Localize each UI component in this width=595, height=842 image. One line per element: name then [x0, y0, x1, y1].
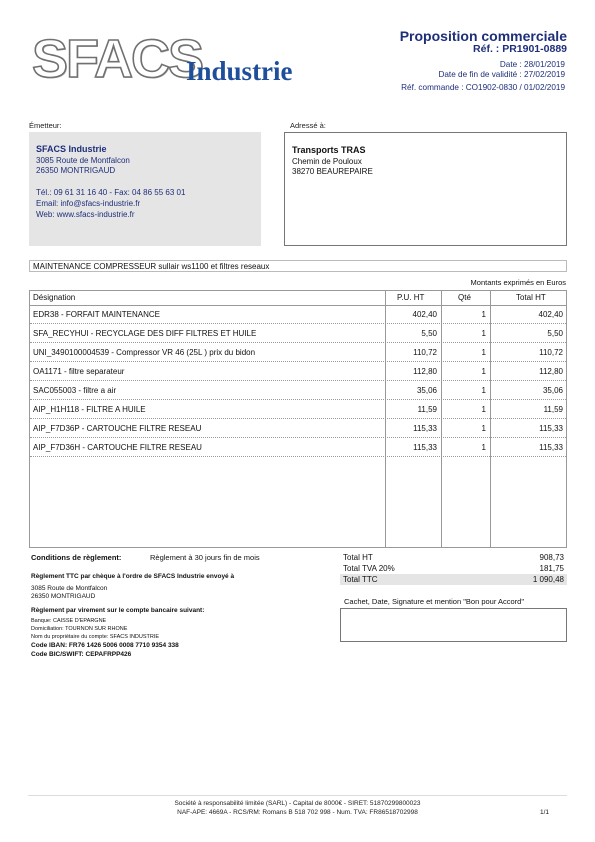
cell-unit-price: 35,06	[416, 386, 437, 395]
sender-label: Émetteur:	[29, 121, 62, 130]
document-date: Date : 28/01/2019	[499, 60, 565, 69]
cheque-address2: 26350 MONTRIGAUD	[31, 593, 96, 600]
document-reference: Réf. : PR1901-0889	[473, 43, 567, 55]
header-unit-price: P.U. HT	[397, 293, 425, 302]
bic-swift: Code BIC/SWIFT: CEPAFRPP426	[31, 651, 132, 658]
subject-line: MAINTENANCE COMPRESSEUR sullair ws1100 et filtres reseaux	[29, 260, 567, 272]
sender-name: SFACS Industrie	[36, 144, 107, 154]
cell-total: 35,06	[542, 386, 563, 395]
sender-phone: Tél.: 09 61 31 16 40 - Fax: 04 86 55 63 01	[36, 188, 186, 197]
total-ht-value: 908,73	[539, 553, 564, 562]
conditions-label: Conditions de règlement:	[31, 553, 122, 562]
header-designation: Désignation	[33, 293, 76, 302]
account-owner: Nom du propriétaire du compte: SFACS INDUSTRIE	[31, 634, 160, 640]
validity-date: Date de fin de validité : 27/02/2019	[438, 70, 565, 79]
cell-total: 402,40	[538, 310, 563, 319]
table-row	[30, 419, 566, 438]
transfer-title: Règlement par virement sur le compte bancaire suivant:	[31, 607, 205, 614]
recipient-box	[284, 132, 567, 246]
signature-label: Cachet, Date, Signature et mention "Bon pour Accord"	[344, 597, 525, 606]
cell-designation: AIP_F7D36H - CARTOUCHE FILTRE RESEAU	[33, 443, 202, 452]
cheque-address1: 3085 Route de Montfalcon	[31, 585, 108, 592]
cell-unit-price: 115,33	[413, 424, 437, 433]
footer-line2: NAF-APE: 4669A - RCS/RM: Romans B 518 702 998 - Num. TVA: FR86518702998	[177, 809, 418, 816]
cell-quantity: 1	[481, 310, 486, 319]
total-tva-row	[340, 563, 567, 574]
cell-unit-price: 110,72	[413, 348, 437, 357]
total-ttc-value: 1 090,48	[532, 575, 564, 584]
cell-quantity: 1	[481, 348, 486, 357]
document-title: Proposition commerciale	[399, 28, 567, 44]
sender-box	[29, 132, 261, 246]
cell-designation: SAC055003 - filtre a air	[33, 386, 117, 395]
footer-line1: Société à responsabilité limitée (SARL) - Capital de 8000€ - SIRET: 51870299800023	[174, 800, 421, 807]
logo-industrie: Industrie	[186, 56, 293, 86]
cell-total: 115,33	[539, 424, 563, 433]
items-table	[29, 290, 567, 548]
cell-unit-price: 402,40	[412, 310, 437, 319]
bank-name: Banque: CAISSE D'EPARGNE	[31, 618, 107, 624]
cell-designation: AIP_H1H118 - FILTRE A HUILE	[33, 405, 146, 414]
total-tva-value: 181,75	[539, 564, 564, 573]
cell-quantity: 1	[481, 424, 486, 433]
sender-address1: 3085 Route de Montfalcon	[36, 156, 130, 165]
cell-unit-price: 5,50	[421, 329, 437, 338]
cell-designation: SFA_RECYHUI - RECYCLAGE DES DIFF FILTRES ET HUILE	[33, 329, 257, 338]
cell-total: 11,59	[543, 405, 563, 414]
cheque-title: Règlement TTC par chèque à l'ordre de SFACS Industrie envoyé à	[31, 573, 235, 580]
header-quantity: Qté	[458, 293, 471, 302]
table-row	[30, 362, 566, 381]
table-row	[30, 324, 566, 343]
table-row	[30, 438, 566, 457]
total-ht-label: Total HT	[343, 553, 373, 562]
table-row	[30, 400, 566, 419]
recipient-name: Transports TRAS	[292, 145, 366, 155]
cell-total: 115,33	[539, 443, 563, 452]
cell-quantity: 1	[481, 386, 486, 395]
conditions-value: Règlement à 30 jours fin de mois	[150, 553, 260, 562]
cell-total: 110,72	[539, 348, 563, 357]
cell-quantity: 1	[481, 405, 486, 414]
order-reference: Réf. commande : CO1902-0830 / 01/02/2019	[401, 83, 565, 92]
cell-quantity: 1	[481, 443, 486, 452]
bank-domiciliation: Domiciliation: TOURNON SUR RHONE	[31, 626, 128, 632]
sender-email: Email: info@sfacs-industrie.fr	[36, 199, 141, 208]
header-total: Total HT	[516, 293, 546, 302]
cell-designation: EDR38 - FORFAIT MAINTENANCE	[33, 310, 160, 319]
table-row	[30, 343, 566, 362]
cell-unit-price: 112,80	[413, 367, 437, 376]
table-row	[30, 381, 566, 400]
logo-sfacs: SFACS	[32, 29, 203, 89]
page-number: 1/1	[539, 809, 549, 816]
recipient-address2: 38270 BEAUREPAIRE	[292, 167, 373, 176]
iban: Code IBAN: FR76 1426 5006 0008 7710 9354 338	[31, 642, 179, 649]
table-header	[30, 291, 566, 306]
cell-unit-price: 115,33	[413, 443, 437, 452]
total-ttc-row	[340, 574, 567, 585]
total-tva-label: Total TVA 20%	[343, 564, 395, 573]
cell-quantity: 1	[481, 329, 486, 338]
cell-total: 112,80	[539, 367, 563, 376]
recipient-address1: Chemin de Pouloux	[292, 157, 362, 166]
sender-address2: 26350 MONTRIGAUD	[36, 166, 116, 175]
cell-designation: AIP_F7D36P - CARTOUCHE FILTRE RESEAU	[33, 424, 202, 433]
cell-quantity: 1	[481, 367, 486, 376]
sender-web: Web: www.sfacs-industrie.fr	[36, 210, 135, 219]
total-ht-row	[340, 552, 567, 563]
cell-unit-price: 11,59	[417, 405, 437, 414]
recipient-label: Adressé à:	[290, 121, 326, 130]
table-row	[30, 305, 566, 324]
signature-box[interactable]	[340, 608, 567, 642]
currency-note: Montants exprimés en Euros	[470, 278, 566, 287]
cell-total: 5,50	[547, 329, 563, 338]
footer-divider	[28, 795, 567, 796]
cell-designation: UNI_3490100004539 - Compressor VR 46 (25L ) prix du bidon	[33, 348, 256, 357]
total-ttc-label: Total TTC	[343, 575, 378, 584]
cell-designation: OA1171 - filtre separateur	[33, 367, 125, 376]
